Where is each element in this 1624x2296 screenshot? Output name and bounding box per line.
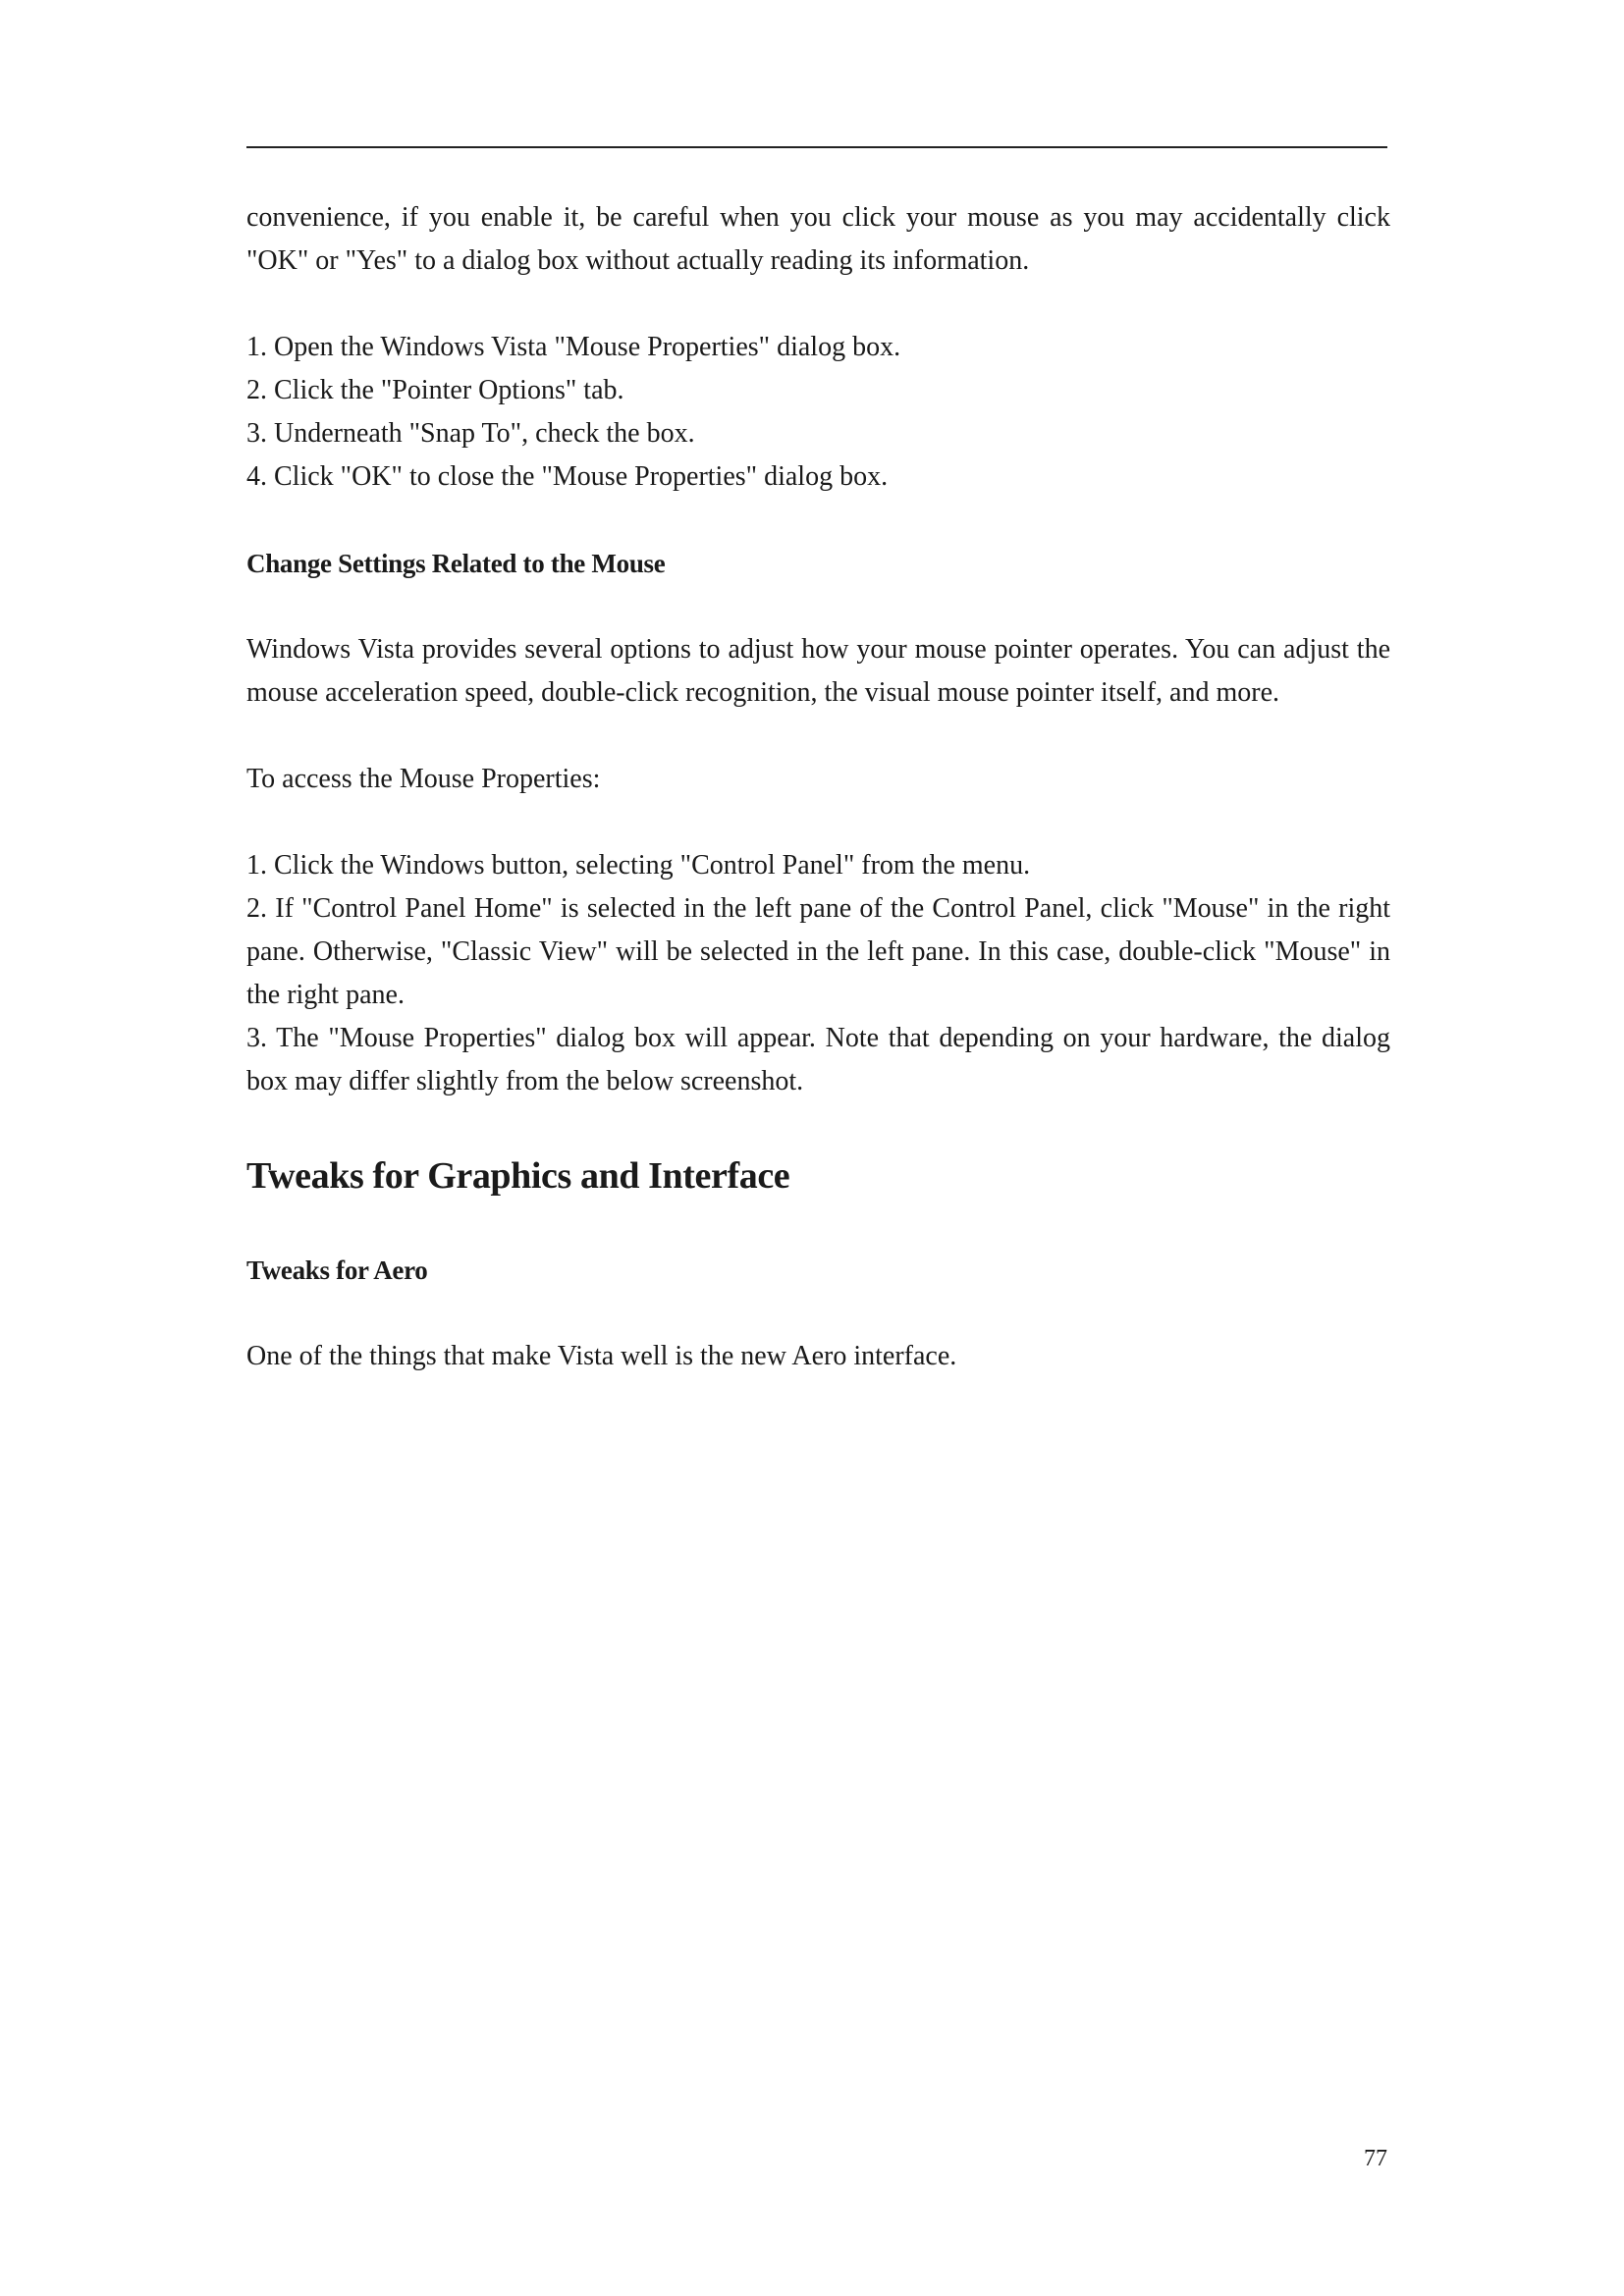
paragraph-access: To access the Mouse Properties: <box>246 764 601 794</box>
list-item: 1. Open the Windows Vista "Mouse Properties" dialog box. <box>246 332 901 362</box>
subsection-heading-aero: Tweaks for Aero <box>246 1255 428 1285</box>
list-item: 3. Underneath "Snap To", check the box. <box>246 418 695 449</box>
access-steps-list <box>246 844 1390 1103</box>
list-item: 2. Click the "Pointer Options" tab. <box>246 375 624 405</box>
header-rule <box>246 146 1387 148</box>
list-item: 1. Click the Windows button, selecting "Control Panel" from the menu. <box>246 850 1031 881</box>
page-content <box>246 196 1390 1378</box>
page-number: 77 <box>1364 2146 1387 2171</box>
list-item: 4. Click "OK" to close the "Mouse Properties" dialog box. <box>246 461 889 492</box>
list-item: 3. The "Mouse Properties" dialog box will appear. Note that depending on your hardware, the dialog box may differ slightly from the below screenshot. <box>246 1023 1390 1096</box>
paragraph-mouse-options: Windows Vista provides several options to adjust how your mouse pointer operates. You can adjust the mouse acceleration speed, double-click recognition, the visual mouse pointer itself, and more. <box>246 634 1390 708</box>
snap-steps-list <box>246 326 1390 499</box>
section-heading-mouse-settings: Change Settings Related to the Mouse <box>246 549 666 578</box>
list-item: 2. If "Control Panel Home" is selected in the left pane of the Control Panel, click "Mouse" in the right pane. Otherwise, "Classic View" will be selected in the left pane. In this case, double-click "Mouse" in the right pane. <box>246 893 1390 1010</box>
paragraph-aero: One of the things that make Vista well is the new Aero interface. <box>246 1341 957 1371</box>
paragraph-intro: convenience, if you enable it, be careful when you click your mouse as you may accidentally click "OK" or "Yes" to a dialog box without actually reading its information. <box>246 202 1390 276</box>
section-heading-graphics: Tweaks for Graphics and Interface <box>246 1155 790 1197</box>
